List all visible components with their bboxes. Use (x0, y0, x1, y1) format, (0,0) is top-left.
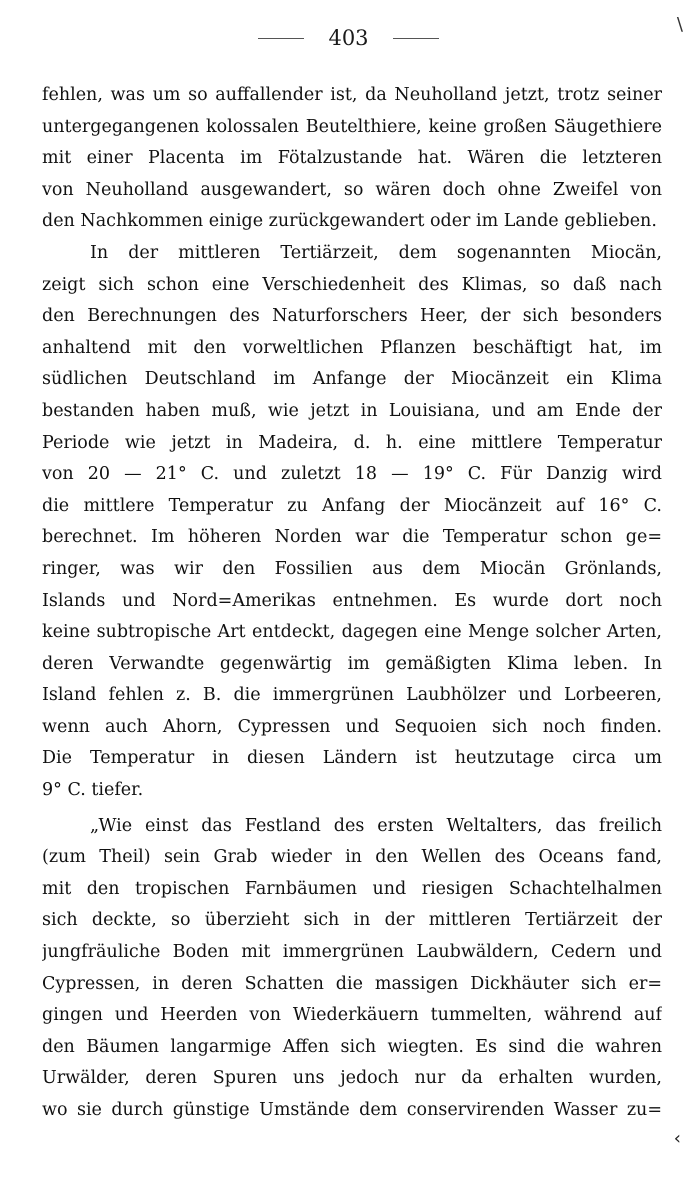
text-line: berechnet. Im höheren Norden war die Temperatur schon ge= (42, 527, 662, 548)
text-line: jungfräuliche Boden mit immergrünen Laubwäldern, Cedern und (42, 942, 662, 963)
text-line: deren Verwandte gegenwärtig im gemäßigten Klima leben. In (42, 653, 662, 674)
text-line: sich deckte, so überzieht sich in der mittleren Tertiärzeit der (42, 910, 662, 931)
text-line: den Berechnungen des Naturforschers Heer, der sich besonders (42, 306, 662, 327)
text-line: Islands und Nord=Amerikas entnehmen. Es wurde dort noch (42, 590, 662, 611)
text-line: keine subtropische Art entdeckt, dagegen eine Menge solcher Arten, (42, 622, 662, 643)
page-number: 403 (328, 26, 369, 50)
header-rule-right (393, 38, 439, 39)
corner-mark: \ (676, 14, 683, 35)
text-line: untergegangenen kolossalen Beutelthiere, keine großen Säugethiere (42, 116, 662, 137)
text-line: den Bäumen langarmige Affen sich wiegten. Es sind die wahren (42, 1036, 662, 1057)
text-line: bestanden haben muß, wie jetzt in Louisiana, und am Ende der (42, 400, 662, 421)
text-line: südlichen Deutschland im Anfange der Miocänzeit ein Klima (42, 369, 662, 390)
text-line: anhaltend mit den vorweltlichen Pflanzen beschäftigt hat, im (42, 337, 662, 358)
text-line: den Nachkommen einige zurückgewandert oder im Lande geblieben. (42, 211, 657, 232)
body-text (42, 80, 662, 1127)
text-line: „Wie einst das Festland des ersten Weltalters, das freilich (90, 815, 662, 836)
text-line: Die Temperatur in diesen Ländern ist heutzutage circa um (42, 748, 662, 769)
page-header (0, 26, 697, 56)
text-line: In der mittleren Tertiärzeit, dem sogenannten Miocän, (90, 242, 662, 263)
text-line: zeigt sich schon eine Verschiedenheit des Klimas, so daß nach (42, 274, 662, 295)
text-line: ringer, was wir den Fossilien aus dem Miocän Grönlands, (42, 558, 662, 579)
edge-mark: ‹ (673, 1128, 681, 1149)
text-line: wo sie durch günstige Umstände dem conservirenden Wasser zu= (42, 1100, 662, 1120)
text-line: Urwälder, deren Spuren uns jedoch nur da erhalten wurden, (42, 1068, 662, 1089)
text-line: gingen und Heerden von Wiederkäuern tummelten, während auf (42, 1005, 662, 1026)
text-line: von Neuholland ausgewandert, so wären doch ohne Zweifel von (42, 179, 662, 200)
text-line: mit einer Placenta im Fötalzustande hat. Wären die letzteren (42, 148, 662, 169)
text-line: von 20 — 21° C. und zuletzt 18 — 19° C. Für Danzig wird (42, 464, 662, 485)
header-rule-left (258, 38, 304, 39)
text-line: 9° C. tiefer. (42, 780, 144, 801)
text-line: fehlen, was um so auffallender ist, da Neuholland jetzt, trotz seiner (42, 85, 662, 105)
text-line: (zum Theil) sein Grab wieder in den Wellen des Oceans fand, (42, 847, 662, 868)
text-line: Cypressen, in deren Schatten die massigen Dickhäuter sich er= (42, 973, 662, 994)
text-line: Island fehlen z. B. die immergrünen Laubhölzer und Lorbeeren, (42, 685, 662, 706)
text-line: wenn auch Ahorn, Cypressen und Sequoien sich noch finden. (42, 716, 662, 737)
text-line: mit den tropischen Farnbäumen und riesigen Schachtelhalmen (42, 878, 662, 899)
text-line: Periode wie jetzt in Madeira, d. h. eine mittlere Temperatur (42, 432, 662, 453)
text-line: die mittlere Temperatur zu Anfang der Miocänzeit auf 16° C. (42, 495, 662, 516)
